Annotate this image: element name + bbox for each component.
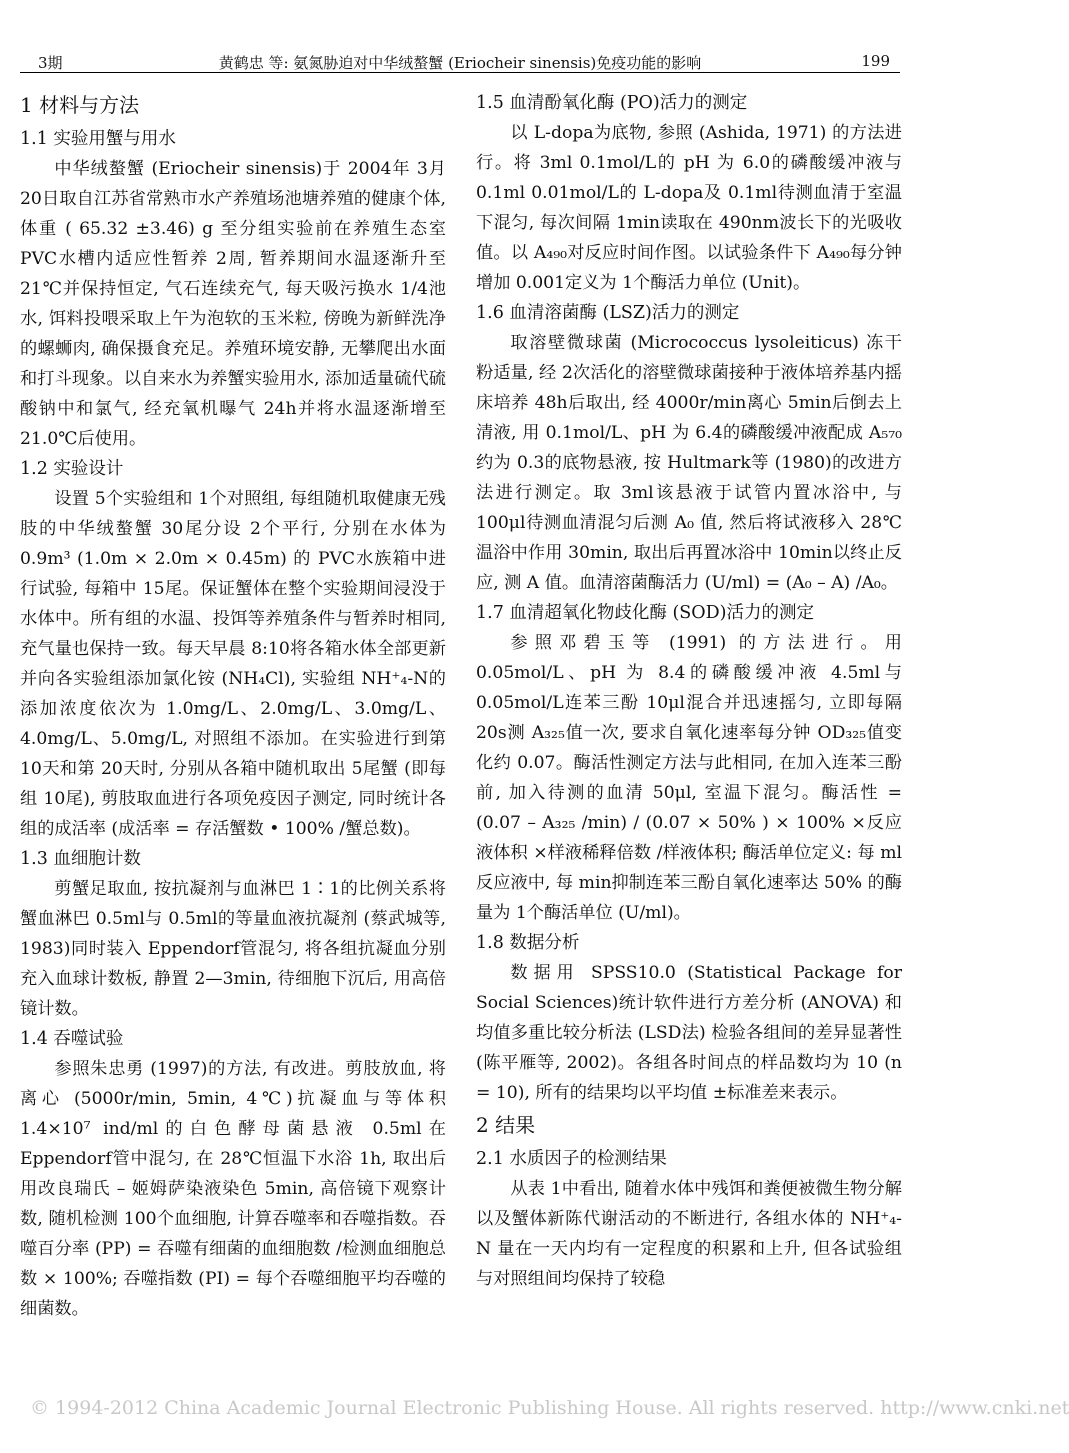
subsection-1-7-title: 1.7 血清超氧化物歧化酶 (SOD)活力的测定 [476, 603, 814, 623]
subsection-1-4-title: 1.4 吞噬试验 [20, 1029, 124, 1049]
right-column [476, 88, 902, 1294]
header-rule [20, 72, 900, 73]
subsection-2-1-text: 从表 1中看出, 随着水体中残饵和粪便被微生物分解以及蟹体新陈代谢活动的不断进行, 各组水体的 NH⁺₄-N 量在一天内均有一定程度的积累和上升, 但各试验组与对照组间均保持了较稳 [476, 1179, 902, 1289]
subsection-1-8-title: 1.8 数据分析 [476, 933, 580, 953]
subsection-1-3-title: 1.3 血细胞计数 [20, 849, 141, 869]
page-number: 199 [861, 52, 890, 70]
section-heading-2: 2 结果 [476, 1113, 536, 1137]
subsection-1-2-text: 设置 5个实验组和 1个对照组, 每组随机取健康无残肢的中华绒螯蟹 30尾分设 2个平行, 分别在水体为 0.9m³ (1.0m × 2.0m × 0.45m) 的 PVC水族箱中进行试验, 每箱中 15尾。保证蟹体在整个实验期间浸没于水体中。所有组的水温、投饵等养殖条件与暂养时相同, 充气量也保持一致。每天早晨 8:10将各箱水体全部更新并向各实验组添加氯化铵 (NH₄Cl), 实验组 NH⁺₄-N的添加浓度依次为 1.0mg/L、2.0mg/L、3.0mg/L、4.0mg/L、5.0mg/L, 对照组不添加。在实验进行到第 10天和第 20天时, 分别从各箱中随机取出 5尾蟹 (即每组 10尾), 剪肢取血进行各项免疫因子测定, 同时统计各组的成活率 (成活率 = 存活蟹数 • 100% /蟹总数)。 [20, 489, 446, 839]
subsection-1-4-text: 参照朱忠勇 (1997)的方法, 有改进。剪肢放血, 将离心 (5000r/min, 5min, 4℃)抗凝血与等体积 1.4×10⁷ ind/ml的白色酵母菌悬液 0.5ml在 Eppendorf管中混匀, 在 28℃恒温下水浴 1h, 取出后用改良瑞氏 – 姬姆萨染液染色 5min, 高倍镜下观察计数, 随机检测 100个血细胞, 计算吞噬率和吞噬指数。吞噬百分率 (PP) = 吞噬有细菌的血细胞数 /检测血细胞总数 × 100%; 吞噬指数 (PI) = 每个吞噬细胞平均吞噬的细菌数。 [20, 1059, 446, 1319]
subsection-2-1-title: 2.1 水质因子的检测结果 [476, 1149, 667, 1169]
left-column [20, 88, 446, 1324]
subsection-1-1-text: 中华绒螯蟹 (Eriocheir sinensis)于 2004年 3月 20日取自江苏省常熟市水产养殖场池塘养殖的健康个体, 体重 ( 65.32 ±3.46) g 至分组实验前在养殖生态室 PVC水槽内适应性暂养 2周, 暂养期间水温逐渐升至 21℃并保持恒定, 气石连续充气, 每天吸污换水 1/4池水, 饵料投喂采取上午为泡软的玉米粒, 傍晚为新鲜洗净的螺蛳肉, 确保摄食充足。养殖环境安静, 无攀爬出水面和打斗现象。以自来水为养蟹实验用水, 添加适量硫代硫酸钠中和氯气, 经充氧机曝气 24h并将水温逐渐增至 21.0℃后使用。 [20, 159, 446, 449]
subsection-1-6-text: 取溶壁微球菌 (Micrococcus lysoleiticus) 冻干粉适量, 经 2次活化的溶壁微球菌接种于液体培养基内摇床培养 48h后取出, 经 4000r/min离心 5min后倒去上清液, 用 0.1mol/L、pH 为 6.4的磷酸缓冲液配成 A₅₇₀约为 0.3的底物悬液, 按 Hultmark等 (1980)的改进方法进行测定。取 3ml该悬液于试管内置冰浴中, 与 100μl待测血清混匀后测 A₀ 值, 然后将试液移入 28℃温浴中作用 30min, 取出后再置冰浴中 10min以终止反应, 测 A 值。血清溶菌酶活力 (U/ml) = (A₀ – A) /A₀。 [476, 333, 902, 593]
subsection-1-2-title: 1.2 实验设计 [20, 459, 124, 479]
running-title: 黄鹤忠 等: 氨氮胁迫对中华绒螯蟹 (Eriocheir sinensis)免疫功能的影响 [218, 54, 702, 72]
copyright-footer: © 1994-2012 China Academic Journal Electronic Publishing House. All rights reserved. http://www.cnki.net [30, 1397, 1069, 1419]
running-header [20, 40, 900, 74]
subsection-1-7-text: 参照邓碧玉等 (1991) 的方法进行。用 0.05mol/L、pH 为 8.4的磷酸缓冲液 4.5ml与 0.05mol/L连苯三酚 10μl混合并迅速摇匀, 立即每隔 20s测 A₃₂₅值一次, 要求自氧化速率每分钟 OD₃₂₅值变化约 0.07。酶活性测定方法与此相同, 在加入连苯三酚前, 加入待测的血清 50μl, 室温下混匀。酶活性 = (0.07 – A₃₂₅ /min) / (0.07 × 50% ) × 100% ×反应液体积 ×样液稀释倍数 /样液体积; 酶活单位定义: 每 ml反应液中, 每 min抑制连苯三酚自氧化速率达 50% 的酶量为 1个酶活单位 (U/ml)。 [476, 633, 902, 923]
section-heading-1: 1 材料与方法 [20, 93, 140, 117]
subsection-1-5-text: 以 L-dopa为底物, 参照 (Ashida, 1971) 的方法进行。将 3ml 0.1mol/L的 pH 为 6.0的磷酸缓冲液与 0.1ml 0.01mol/L的 L-dopa及 0.1ml待测血清于室温下混匀, 每次间隔 1min读取在 490nm波长下的光吸收值。以 A₄₉₀对反应时间作图。以试验条件下 A₄₉₀每分钟增加 0.001定义为 1个酶活力单位 (Unit)。 [476, 123, 902, 293]
issue-number: 3期 [38, 54, 63, 72]
subsection-1-5-title: 1.5 血清酚氧化酶 (PO)活力的测定 [476, 93, 748, 113]
subsection-1-1-title: 1.1 实验用蟹与用水 [20, 129, 176, 149]
subsection-1-6-title: 1.6 血清溶菌酶 (LSZ)活力的测定 [476, 303, 740, 323]
subsection-1-3-text: 剪蟹足取血, 按抗凝剂与血淋巴 1∶1的比例关系将蟹血淋巴 0.5ml与 0.5ml的等量血液抗凝剂 (蔡武城等, 1983)同时装入 Eppendorf管混匀, 将各组抗凝血分别充入血球计数板, 静置 2—3min, 待细胞下沉后, 用高倍镜计数。 [20, 879, 446, 1019]
subsection-1-8-text: 数据用 SPSS10.0 (Statistical Package for Social Sciences)统计软件进行方差分析 (ANOVA) 和均值多重比较分析法 (LSD法) 检验各组间的差异显著性 (陈平雁等, 2002)。各组各时间点的样品数均为 10 (n = 10), 所有的结果均以平均值 ±标准差来表示。 [476, 963, 902, 1103]
